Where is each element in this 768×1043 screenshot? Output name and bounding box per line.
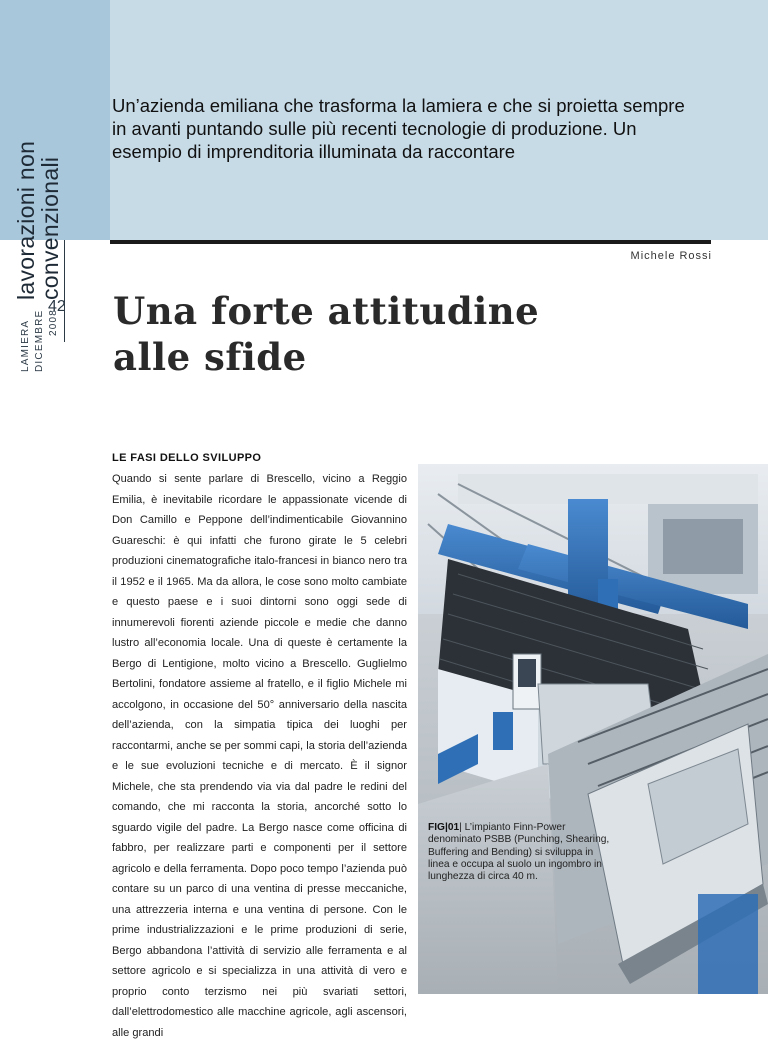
article-lead: Un’azienda emiliana che trasforma la lamiera e che si proietta sempre in avanti puntando sulle più recenti tecnologie di produzione. Un esempio di imprenditoria illuminata da raccontare bbox=[112, 95, 685, 162]
issue-month: DICEMBRE bbox=[34, 309, 45, 372]
header-rule bbox=[110, 240, 711, 244]
factory-photo-illustration bbox=[418, 464, 768, 994]
figure-caption-text: L’impianto Finn-Power denominato PSBB (Punching, Shearing, Buffering and Bending) si sviluppa in linea e occupa al suolo un ingombro in lunghezza di circa 40 m. bbox=[428, 822, 610, 883]
section-name-line-1: lavorazioni non bbox=[13, 140, 39, 300]
author-name: Michele Rossi bbox=[630, 250, 712, 262]
title-line-1: Una forte attitudine bbox=[113, 289, 540, 333]
article-body: Quando si sente parlare di Brescello, vicino a Reggio Emilia, è inevitabile ricordare le appassionate vicende di Don Camillo e Peppone dell’indimenticabile Giovannino Guareschi: è qui infatti che furono girate le 5 celebri produzioni cinematografiche italo-francesi in bianco nero tra il 1952 e il 1965. Ma da allora, le cose sono molto cambiate e questo paese e i suoi dintorni sono oggi sede di innumerevoli fiorenti aziende piccole e medie che danno lustro all’economia locale. Una di queste è certamente la Bergo di Lentigione, molto vicino a Brescello. Guglielmo Bertolini, fondatore assieme al fratello, e il figlio Michele mi accolgono, in occasione del 50° anniversario della nascita dell’azienda, con la simpatia tipica dei luoghi per raccontarmi, anche se per sommi capi, la storia dell’azienda e le sue evoluzioni tecniche e di mercato. È il signor Michele, che sta prendendo via via dal padre le redini del comando, che mi racconta la storia, ancorché sotto lo sguardo vigile del padre. La Bergo nasce come officina di fabbro, per realizzare parti e componenti per il settore agricolo e della ferramenta. Dopo poco tempo l’azienda può contare su un parco di una ventina di presse meccaniche, una attrezzeria interna e una ventina di persone. Con le prime industrializzazioni e le prime produzioni di serie, Bergo abbandona l’attività di servizio alle ferramenta e al settore agricolo e si specializza in una attività di vero e proprio conto terzismo nei più svariati settori, dall’elettrodomestico alle macchine agricole, agli ascensori, alle grandi bbox=[112, 473, 407, 1039]
section-subhead: LE FASI DELLO SVILUPPO bbox=[112, 452, 262, 464]
section-name bbox=[14, 141, 62, 300]
tab-divider bbox=[64, 240, 65, 342]
figure-sep: | bbox=[444, 822, 448, 833]
figure-label: FIG bbox=[428, 822, 445, 833]
page-number: 42 bbox=[48, 298, 66, 315]
title-line-2: alle sfide bbox=[113, 335, 307, 379]
figure-number: 01 bbox=[447, 822, 460, 833]
factory-photo bbox=[418, 464, 768, 994]
magazine-name: LAMIERA bbox=[20, 319, 31, 372]
article-title bbox=[113, 288, 673, 380]
figure-caption bbox=[428, 822, 613, 883]
figure-sep-2: | bbox=[459, 822, 465, 833]
section-name-line-2: convenzionali bbox=[37, 156, 63, 300]
issue-year: 2008 bbox=[48, 308, 59, 336]
